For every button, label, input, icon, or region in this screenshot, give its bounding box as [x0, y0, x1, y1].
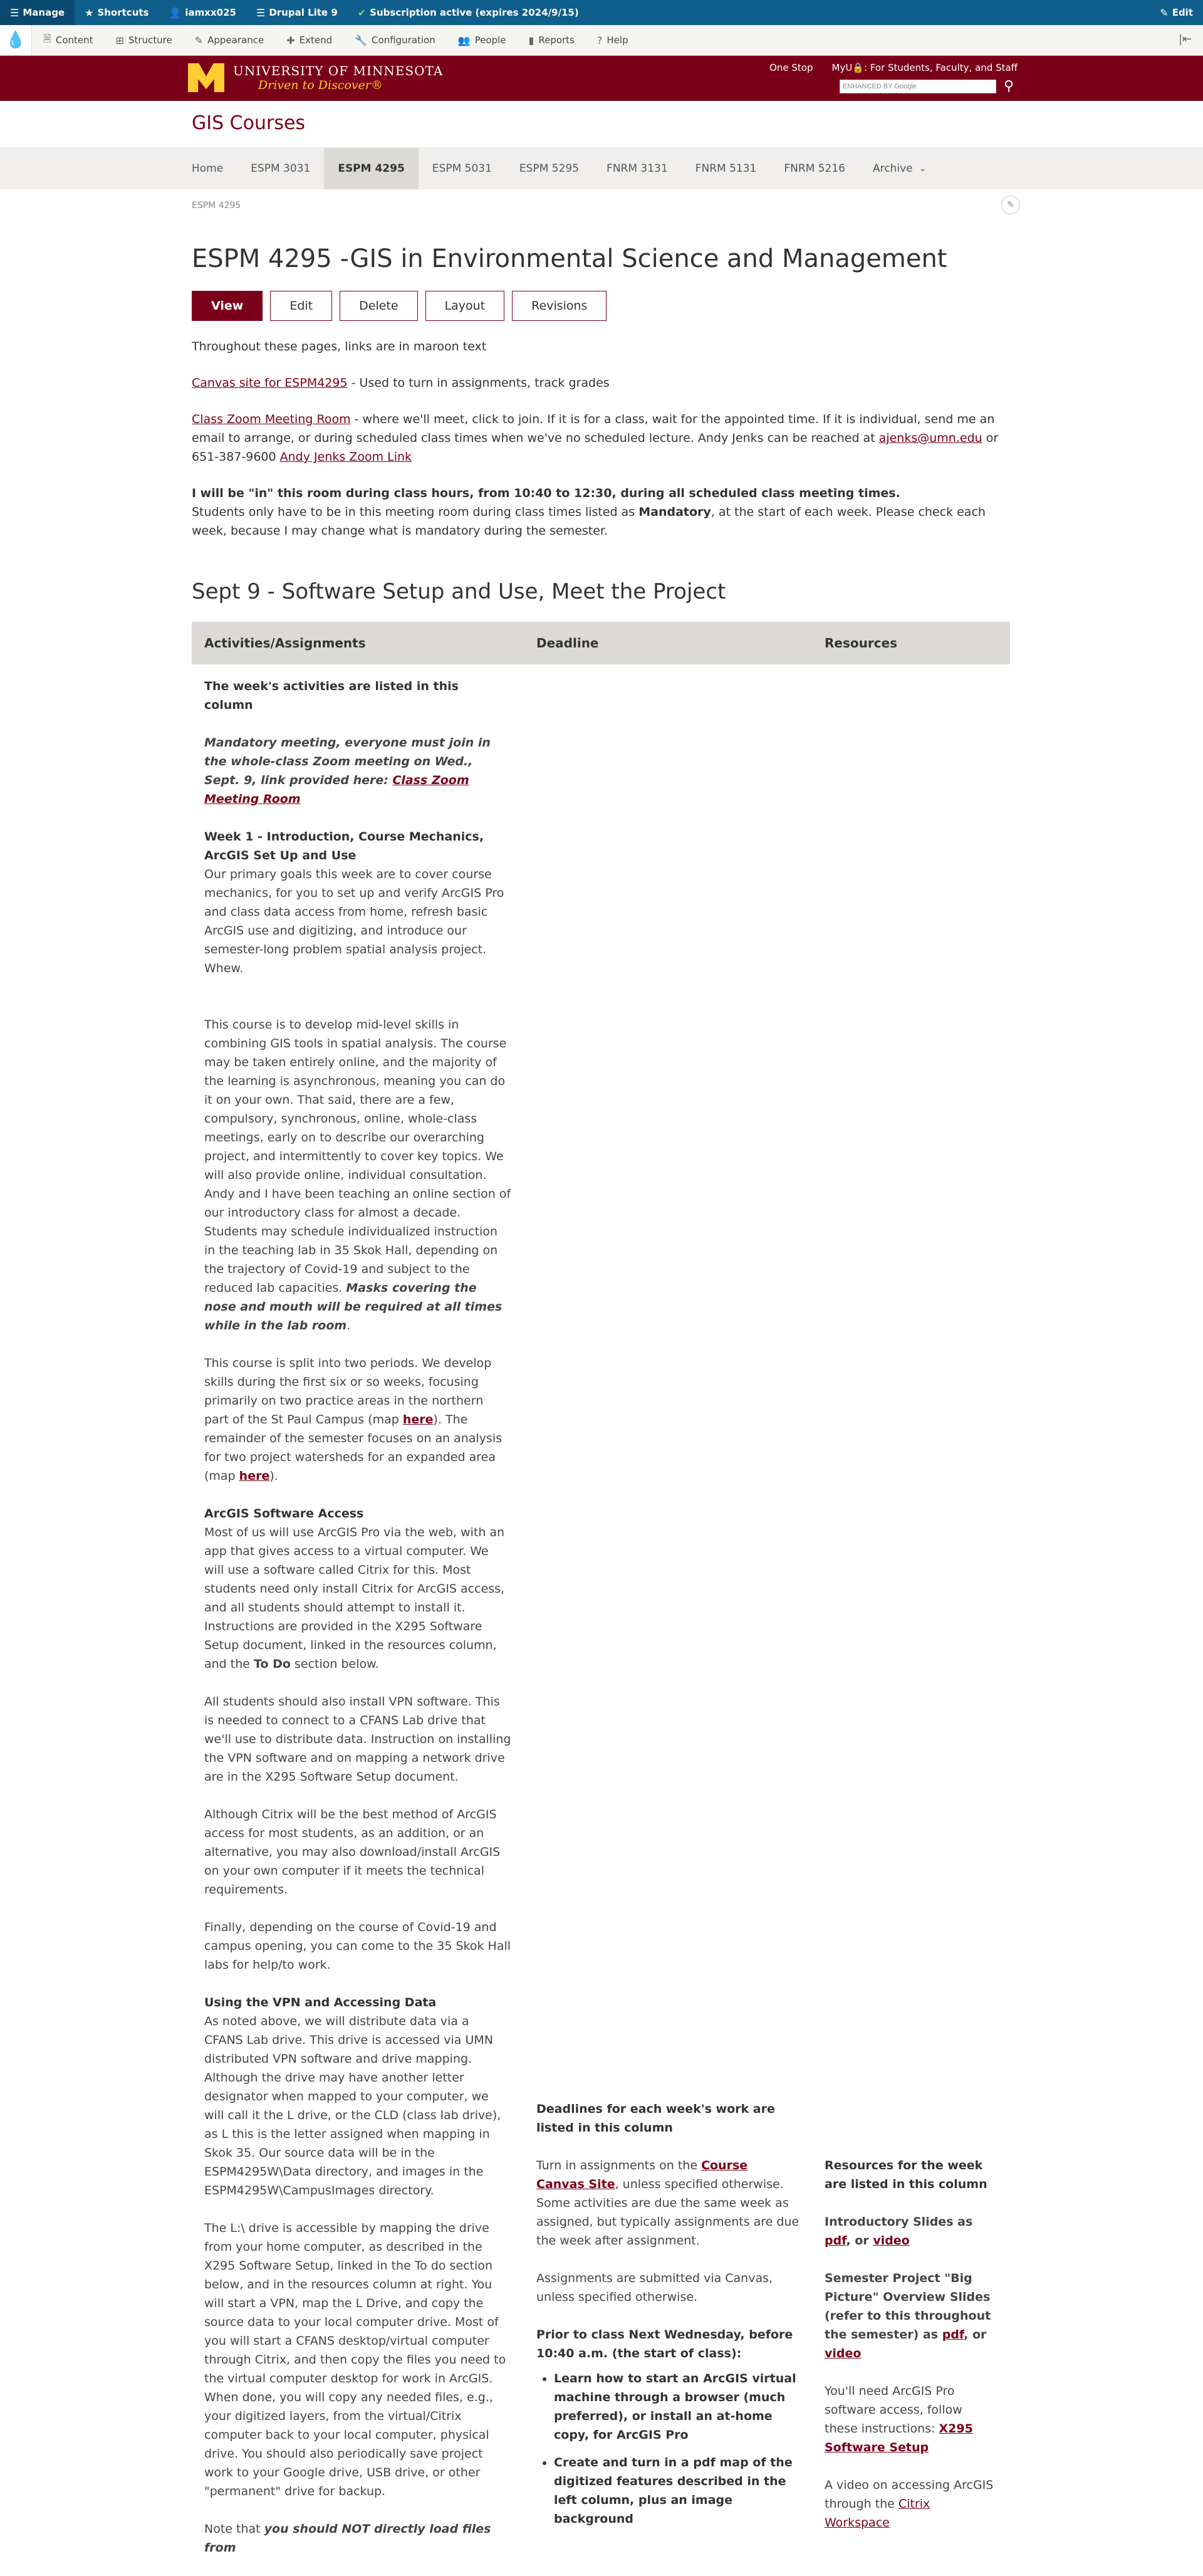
drupal-label: Drupal Lite 9 [269, 7, 338, 18]
site-title[interactable]: GIS Courses [192, 112, 306, 134]
tab-revisions[interactable]: Revisions [512, 291, 607, 321]
myu-link[interactable]: MyU🔒: For Students, Faculty, and Staff [831, 62, 1018, 73]
todo-word: To Do [254, 1657, 291, 1671]
admin-menu-help[interactable] [586, 34, 640, 46]
week1-heading: Week 1 - Introduction, Course Mechanics, ArcGIS Set Up and Use [204, 830, 484, 862]
activities-intro: The week's activities are listed in this column [204, 679, 459, 712]
admin-menu-label: Structure [128, 34, 172, 46]
map-here-link[interactable]: here [239, 1469, 270, 1483]
nav-fnrm-5131[interactable]: FNRM 5131 [695, 162, 757, 175]
shortcuts-button[interactable] [75, 0, 159, 25]
puzzle-icon: ✚ [286, 34, 295, 46]
note-paragraph [204, 2520, 511, 2557]
vpn-paragraph: All students should also install VPN software. This is needed to connect to a CFANS Lab drive that we'll use to distribute data. Instruction on installing the VPN software and on mapping a network drive are in the X295 Software Setup document. [204, 1695, 511, 1784]
prior-to-class: Prior to class Next Wednesday, before 10:40 a.m. (the start of class): [536, 2328, 793, 2360]
periods-paragraph [204, 1354, 511, 1485]
nav-espm-5031[interactable]: ESPM 5031 [432, 162, 492, 175]
admin-menu-appearance[interactable] [184, 34, 275, 46]
nav-home[interactable]: Home [192, 162, 224, 175]
mandatory-meeting-text: Mandatory meeting, everyone must join in the whole-class Zoom meeting on Wed., Sept. 9, link provided here: [204, 736, 491, 787]
week-heading: Sept 9 - Software Setup and Use, Meet the Project [192, 579, 726, 604]
mandatory-meeting [204, 733, 511, 809]
nav-fnrm-3131[interactable]: FNRM 3131 [607, 162, 668, 175]
nav-espm-4295[interactable]: ESPM 4295 [324, 148, 418, 189]
deadline-intro: Deadlines for each week's work are listed in this column [536, 2102, 775, 2135]
admin-menu-label: Configuration [372, 34, 435, 46]
week-table [192, 622, 1010, 2576]
admin-menu-label: Extend [299, 34, 333, 46]
collapse-toolbar-icon[interactable]: |⇤ [1178, 33, 1192, 46]
software-access-body: Most of us will use ArcGIS Pro via the web, with an app that gives access to a virtual computer. We will use a software called Citrix for this. Most students need only install Citrix for ArcGIS access, and all students should attempt to install it. Instructions are provided in the X295 Software Setup document, linked in the resources column, and the [204, 1526, 505, 1671]
user-icon: 👤 [169, 6, 182, 19]
periods-text-mid: ). The remainder of the semester focuses on an analysis for two project watersheds for an expanded area (map [204, 1413, 503, 1483]
star-icon: ★ [85, 6, 94, 19]
citrix-paragraph: Although Citrix will be the best method of ArcGIS access for most students, as an addition, or an alternative, you may also download/install ArcGIS on your own computer if it meets the technical requirements. [204, 1808, 501, 1897]
edit-pencil-icon[interactable]: ✎ [1001, 196, 1020, 214]
note-emphasis: you should NOT directly load files from [204, 2522, 491, 2555]
structure-icon: ⊞ [115, 34, 124, 46]
students-text-end: , at the start of each week. Please check each week, because I may change what is mandatory during the semester. [192, 505, 986, 538]
list-icon: ☰ [256, 6, 266, 19]
search-icon[interactable]: ⚲ [1003, 78, 1014, 94]
vpn-data-paragraph [204, 1993, 511, 2200]
links-note: Throughout these pages, links are in maroon text [192, 340, 487, 353]
turn-in-paragraph [536, 2156, 799, 2250]
manage-label: Manage [23, 7, 65, 18]
big-picture-slides [825, 2269, 997, 2363]
shortcuts-label: Shortcuts [97, 7, 149, 18]
user-button[interactable] [159, 0, 246, 25]
one-stop-link[interactable]: One Stop [769, 62, 813, 73]
week1-paragraph [204, 827, 511, 978]
todo-list [536, 2369, 799, 2528]
software-access [204, 1504, 511, 1673]
vpn-data-body: As noted above, we will distribute data via a CFANS Lab drive. This drive is accessed via UMN distributed VPN software and drive mapping. Although the drive may have another letter designator when mapped to your computer, we will call it the L drive, or the CLD (class lab drive), as L this is the letter assigned when mapping in Skok 35. Our source data will be in the ESPM4295W\Data directory, and images in the ESPM4295W\CampusImages directory. [204, 2014, 501, 2197]
canvas-paragraph [192, 374, 1010, 392]
column-header: Activities/Assignments [192, 622, 524, 664]
drupal-logo-icon[interactable]: 💧 [0, 25, 32, 55]
software-setup-text: You'll need ArcGIS Pro software access, follow these instructions: [825, 2384, 962, 2436]
intro-video-link[interactable]: video [873, 2234, 910, 2248]
andy-zoom-link[interactable]: Andy Jenks Zoom Link [279, 450, 412, 464]
nav-archive[interactable] [859, 148, 940, 189]
menu-icon: ☰ [10, 6, 19, 19]
brush-icon: ✎ [194, 34, 204, 46]
umn-header [0, 56, 1203, 101]
tab-delete[interactable]: Delete [340, 291, 417, 321]
zoom-description: - where we'll meet, click to join. If it is for a class, wait for the appointed time. If it is individual, send me an email to arrange, or during scheduled class times when we've no scheduled lecture. Andy Jenks can be reached at [192, 412, 995, 445]
list-item: • Create and turn in a pdf map of the digitized features described in the left column, plus an image background [554, 2453, 799, 2528]
labs-paragraph: Finally, depending on the course of Covid-19 and campus opening, you can come to the 35 Skok Hall labs for help/to work. [204, 1920, 511, 1972]
in-room-note: I will be "in" this room during class hours, from 10:40 to 12:30, during all scheduled class meeting times. [192, 486, 900, 500]
admin-menu-reports[interactable] [518, 34, 586, 46]
big-picture-pdf-link[interactable]: pdf [942, 2328, 964, 2342]
university-name: UNIVERSITY OF MINNESOTA [233, 63, 444, 78]
main-content [192, 244, 1010, 2576]
edit-toolbar-button[interactable] [1150, 0, 1203, 25]
l-drive-paragraph: The L:\ drive is accessible by mapping the drive from your home computer, as described in the X295 Software Setup, linked in the To do section below, and in the resources column at right. You will start a VPN, map the L Drive, and copy the source data to your local computer drive. Most of you will start a CFANS desktop/virtual computer through Citrix, and then copy the files you need to the virtual computer desktop for work in ArcGIS. When done, you will copy any needed files, e.g., your digitized layers, from the virtual/Citrix computer back to your local computer, physical drive. You should also periodically save project work to your Google drive, USB drive, or other "permanent" drive for backup. [204, 2221, 506, 2498]
block-m-icon [188, 63, 224, 92]
user-label: iamxx025 [185, 7, 236, 18]
phone-text: or 651-387-9600 [192, 431, 999, 464]
nav-espm-5295[interactable]: ESPM 5295 [519, 162, 580, 175]
tab-edit[interactable]: Edit [270, 291, 332, 321]
tab-layout[interactable]: Layout [425, 291, 505, 321]
list-item: • Learn how to start an ArcGIS virtual machine through a browser (much preferred), or install an at-home copy, for ArcGIS Pro [554, 2369, 799, 2444]
deadline-cell [524, 664, 812, 2576]
admin-menu-structure[interactable] [105, 34, 184, 46]
checkmark-icon: ✔ [357, 6, 367, 19]
wrench-icon: 🔧 [355, 34, 368, 46]
software-access-heading: ArcGIS Software Access [204, 1507, 364, 1521]
note-text: Note that [204, 2522, 264, 2536]
admin-menu-label: Appearance [207, 34, 264, 46]
site-header [0, 101, 1203, 148]
resources-intro: Resources for the week are listed in this column [825, 2159, 987, 2191]
citrix-video-text: A video on accessing ArcGIS through the [825, 2478, 994, 2511]
email-link[interactable]: ajenks@umn.edu [878, 431, 982, 445]
admin-menu-label: People [474, 34, 506, 46]
bar-chart-icon: ▮ [528, 34, 534, 46]
course-description-text: This course is to develop mid-level skills in combining GIS tools in spatial analysis. The course may be taken entirely online, and the majority of the learning is asynchronous, meaning you can do it on your own. That said, there are a few, compulsory, synchronous, online, whole-class meetings, early on to describe our overarching project, and intermittently to cover key topics. We will also provide online, individual consultation. Andy and I have been teaching an online section of our introductory class for almost a decade. Students may schedule individualized instruction in the teaching lab in 35 Skok Hall, depending on the trajectory of Covid-19 and subject to the reduced lab capacities. [204, 1018, 511, 1295]
intro-pdf-link[interactable]: pdf [825, 2234, 846, 2248]
map-here-link[interactable]: here [402, 1413, 434, 1427]
citrix-workspace-link[interactable]: Citrix Workspace [825, 2497, 930, 2530]
pencil-icon: ✎ [1160, 6, 1169, 19]
nav-fnrm-5216[interactable]: FNRM 5216 [784, 162, 846, 175]
local-tasks [192, 291, 1010, 321]
students-text: Students only have to be in this meeting room during class times listed as [192, 505, 639, 519]
edit-label: Edit [1172, 7, 1193, 18]
or-text: , or [846, 2234, 873, 2248]
admin-menu-label: Content [55, 34, 93, 46]
zoom-room-link[interactable]: Class Zoom Meeting Room [192, 412, 351, 426]
turn-in-text-end: , unless specified otherwise. Some activities are due the same week as assigned, but typically assignments are due the week after assignment. [536, 2177, 799, 2248]
resources-cell [812, 664, 1010, 2576]
search-input[interactable]: ENHANCED BY Google [840, 80, 996, 93]
periods-text: This course is split into two periods. We develop skills during the first six or so weeks, focusing primarily on two practice areas in the northern part of the St Paul Campus (map [204, 1356, 492, 1427]
intro-text [192, 337, 1010, 540]
activities-cell [192, 664, 524, 2576]
vpn-data-heading: Using the VPN and Accessing Data [204, 1996, 437, 2009]
column-header: Resources [812, 622, 1010, 664]
citrix-video-resource [825, 2476, 997, 2532]
admin-menu-label: Reports [538, 34, 575, 46]
column-header: Deadline [524, 622, 812, 664]
big-picture-video-link[interactable]: video [825, 2347, 862, 2360]
software-setup-link[interactable]: X295 Software Setup [825, 2422, 973, 2454]
admin-menu-configuration[interactable] [343, 34, 447, 46]
university-tagline: Driven to Discover® [258, 78, 383, 92]
software-access-end: section below. [290, 1657, 379, 1671]
drupal-lite-button[interactable] [246, 0, 348, 25]
chevron-down-icon[interactable]: ⌄ [919, 164, 927, 174]
umn-logo[interactable] [188, 63, 443, 92]
intro-slides [825, 2212, 997, 2250]
course-canvas-link[interactable]: Course Canvas Site [536, 2159, 748, 2191]
week1-body: Our primary goals this week are to cover course mechanics, for you to set up and verify ArcGIS Pro and class data access from home, refresh basic ArcGIS use and digitizing, and introduce our semester-long problem spatial analysis project. Whew. [204, 867, 504, 975]
turn-in-text: Turn in assignments on the [536, 2159, 702, 2172]
admin-menu-extend[interactable] [275, 34, 343, 46]
main-nav [0, 148, 1203, 189]
people-icon: 👥 [457, 34, 471, 46]
admin-menu-content[interactable] [32, 32, 105, 49]
software-setup-resource [825, 2382, 997, 2457]
zoom-room-link[interactable]: Class Zoom Meeting Room [204, 773, 469, 806]
subscription-button[interactable] [348, 0, 589, 25]
canvas-description: - Used to turn in assignments, track grades [347, 376, 610, 390]
page-title: ESPM 4295 -GIS in Environmental Science and Management [192, 244, 947, 273]
nav-espm-3031[interactable]: ESPM 3031 [251, 162, 311, 175]
course-description: This course is to develop mid-level skills in combining GIS tools in spatial analysis. The course may be taken entirely online, and the majority of the learning is asynchronous, meaning you can do it on your own. That said, there are a few, compulsory, synchronous, online, whole-class meetings, early on to describe our overarching project, and intermittently to cover key topics. We will also provide online, individual consultation. Andy and I have been teaching an online section of our introductory class for almost a decade. Students may schedule individualized instruction in the teaching lab in 35 Skok Hall, depending on the trajectory of Covid-19 and subject to the reduced lab capacities. Masks covering the nose and mouth will be required at all times while in the lab room. [204, 1018, 511, 1333]
admin-menu-people[interactable] [447, 34, 518, 46]
admin-menu-label: Help [607, 34, 628, 46]
breadcrumb[interactable]: ESPM 4295 [192, 201, 241, 211]
admin-toolbar [0, 0, 1203, 25]
attendance-paragraph [192, 484, 1010, 540]
nav-archive-label: Archive [873, 162, 913, 175]
help-icon: ? [596, 34, 603, 46]
periods-text-end: ). [269, 1469, 278, 1483]
subscription-label: Subscription active (expires 2024/9/15) [370, 7, 579, 18]
tab-view[interactable]: View [192, 291, 263, 321]
intro-slides-text: Introductory Slides as [825, 2215, 973, 2229]
mandatory-word: Mandatory [638, 505, 711, 519]
zoom-paragraph [192, 410, 1010, 466]
manage-button[interactable] [0, 0, 75, 25]
admin-menu [0, 25, 1203, 56]
or-text: , or [964, 2328, 987, 2342]
big-picture-text: Semester Project "Big Picture" Overview Slides (refer to this throughout the semester) as [825, 2271, 991, 2342]
mask-note: Masks covering the nose and mouth will be required at all times while in the lab room [204, 1281, 503, 1333]
document-icon: 🗎 [43, 32, 51, 45]
submitted-paragraph: Assignments are submitted via Canvas, unless specified otherwise. [536, 2271, 773, 2304]
canvas-link[interactable]: Canvas site for ESPM4295 [192, 376, 348, 390]
